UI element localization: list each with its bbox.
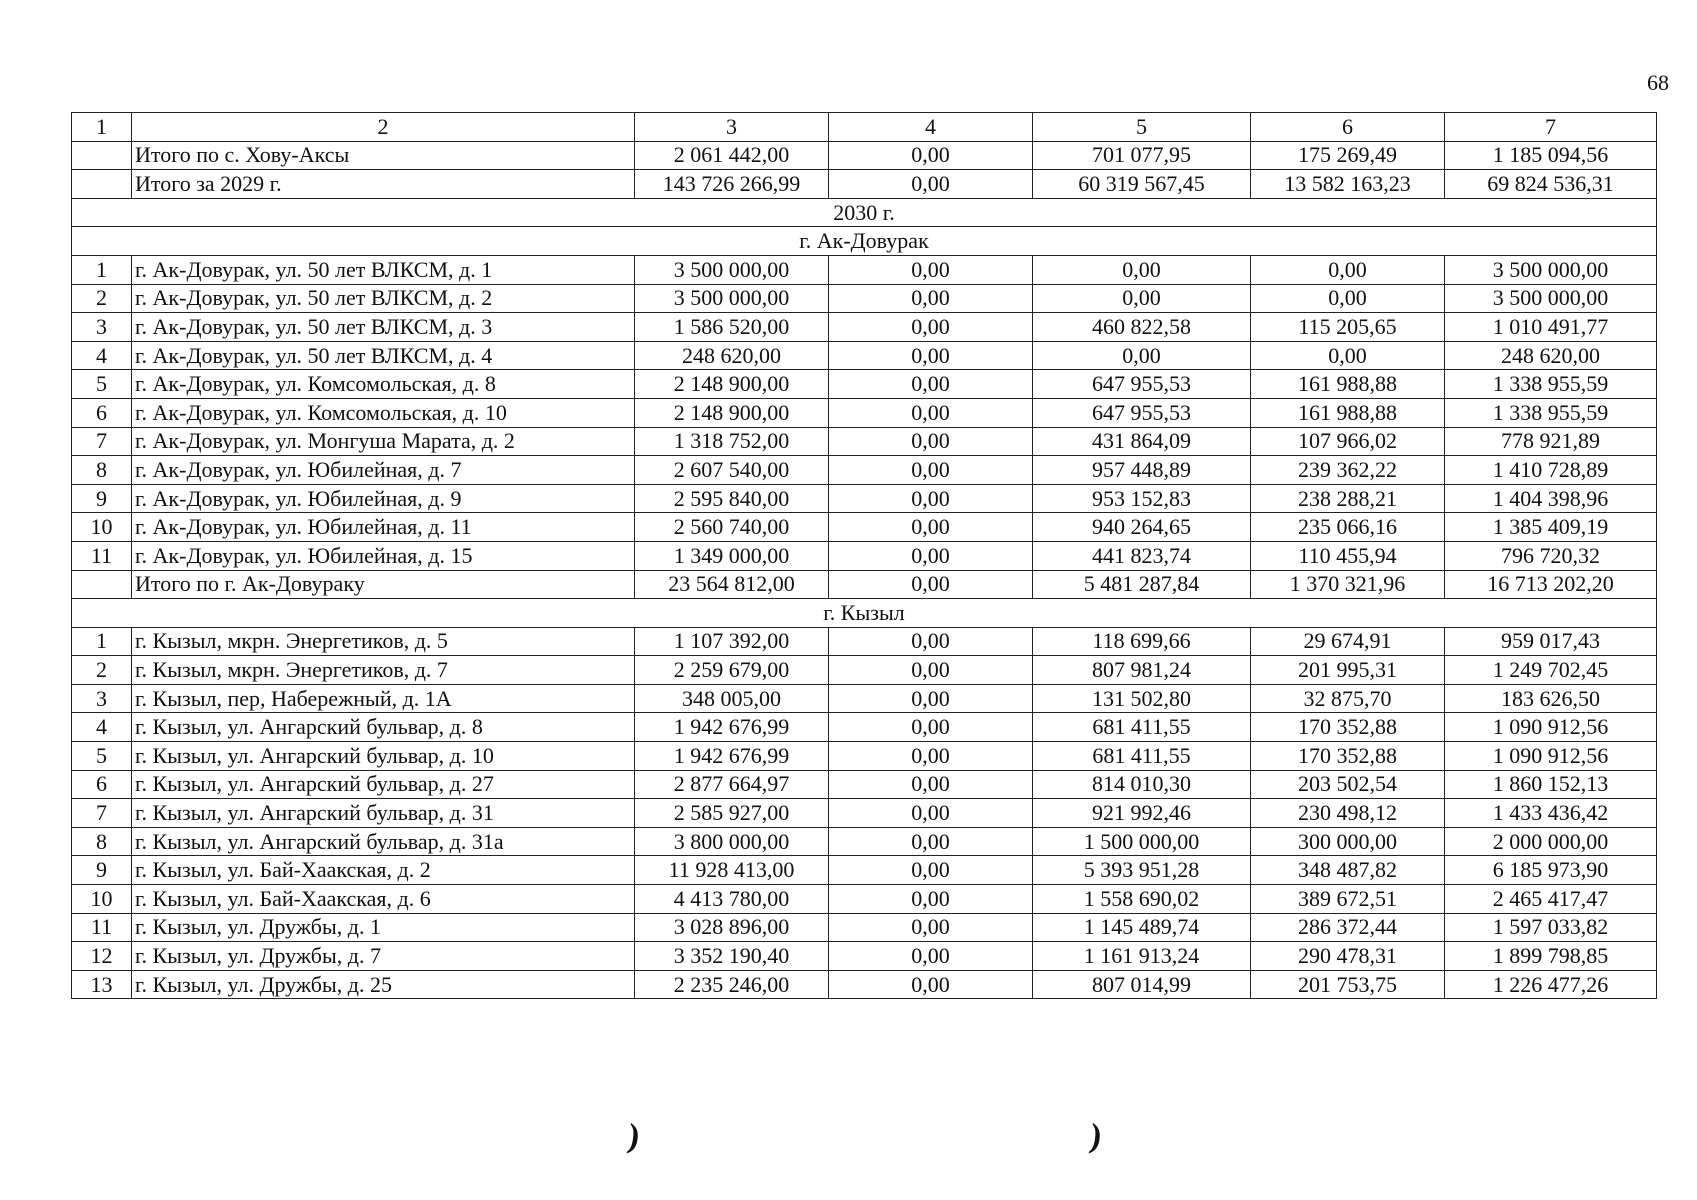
- row-number-cell: 12: [72, 942, 132, 971]
- col7-value-cell: 3 500 000,00: [1445, 255, 1657, 284]
- col7-value-cell: 3 500 000,00: [1445, 284, 1657, 313]
- total-cost-cell: 1 107 392,00: [635, 627, 829, 656]
- total-cost-cell: 348 005,00: [635, 684, 829, 713]
- row-number-cell: 2: [72, 284, 132, 313]
- address-cell: г. Ак-Довурак, ул. Юбилейная, д. 15: [132, 541, 635, 570]
- total-cost-cell: 2 061 442,00: [635, 141, 829, 170]
- col5-value-cell: 957 448,89: [1033, 456, 1251, 485]
- table-row: [72, 484, 1657, 513]
- col7-value-cell: 248 620,00: [1445, 341, 1657, 370]
- col6-value-cell: 203 502,54: [1251, 770, 1445, 799]
- col7-value-cell: 1 249 702,45: [1445, 656, 1657, 685]
- column-header: 6: [1251, 113, 1445, 142]
- col4-value-cell: 0,00: [829, 885, 1033, 914]
- col7-value-cell: 183 626,50: [1445, 684, 1657, 713]
- column-header: 2: [132, 113, 635, 142]
- row-number-cell: 1: [72, 255, 132, 284]
- col7-value-cell: 1 090 912,56: [1445, 713, 1657, 742]
- col7-value-cell: 959 017,43: [1445, 627, 1657, 656]
- row-number-cell: 7: [72, 427, 132, 456]
- row-number-cell: 13: [72, 970, 132, 999]
- total-cost-cell: 4 413 780,00: [635, 885, 829, 914]
- total-cost-cell: 2 148 900,00: [635, 398, 829, 427]
- col4-value-cell: 0,00: [829, 255, 1033, 284]
- row-number-cell: [72, 170, 132, 199]
- total-cost-cell: 2 235 246,00: [635, 970, 829, 999]
- address-cell: г. Кызыл, пер, Набережный, д. 1А: [132, 684, 635, 713]
- table-row: [72, 313, 1657, 342]
- col6-value-cell: 300 000,00: [1251, 827, 1445, 856]
- table-body: [72, 141, 1657, 999]
- row-number-cell: 6: [72, 398, 132, 427]
- section-title: г. Кызыл: [72, 599, 1657, 628]
- col6-value-cell: 389 672,51: [1251, 885, 1445, 914]
- total-cost-cell: 1 942 676,99: [635, 742, 829, 771]
- address-cell: г. Кызыл, ул. Дружбы, д. 1: [132, 913, 635, 942]
- table-row: [72, 513, 1657, 542]
- col5-value-cell: 701 077,95: [1033, 141, 1251, 170]
- col4-value-cell: 0,00: [829, 942, 1033, 971]
- total-cost-cell: 143 726 266,99: [635, 170, 829, 199]
- col4-value-cell: 0,00: [829, 799, 1033, 828]
- col6-value-cell: 235 066,16: [1251, 513, 1445, 542]
- row-number-cell: 5: [72, 742, 132, 771]
- col6-value-cell: 161 988,88: [1251, 398, 1445, 427]
- col5-value-cell: 5 481 287,84: [1033, 570, 1251, 599]
- col5-value-cell: 814 010,30: [1033, 770, 1251, 799]
- total-cost-cell: 3 352 190,40: [635, 942, 829, 971]
- table-row: [72, 541, 1657, 570]
- total-cost-cell: 2 595 840,00: [635, 484, 829, 513]
- col4-value-cell: 0,00: [829, 284, 1033, 313]
- address-cell: г. Ак-Довурак, ул. 50 лет ВЛКСМ, д. 4: [132, 341, 635, 370]
- row-number-cell: 2: [72, 656, 132, 685]
- section-row: [72, 227, 1657, 256]
- row-number-cell: 8: [72, 827, 132, 856]
- column-number-row: [72, 113, 1657, 142]
- table-row: [72, 170, 1657, 199]
- col5-value-cell: 5 393 951,28: [1033, 856, 1251, 885]
- address-cell: г. Ак-Довурак, ул. Монгуша Марата, д. 2: [132, 427, 635, 456]
- col7-value-cell: 16 713 202,20: [1445, 570, 1657, 599]
- row-number-cell: 11: [72, 541, 132, 570]
- table-row: [72, 742, 1657, 771]
- col5-value-cell: 940 264,65: [1033, 513, 1251, 542]
- column-header: 1: [72, 113, 132, 142]
- col5-value-cell: 681 411,55: [1033, 742, 1251, 771]
- col6-value-cell: 239 362,22: [1251, 456, 1445, 485]
- address-cell: г. Кызыл, ул. Ангарский бульвар, д. 10: [132, 742, 635, 771]
- column-header: 5: [1033, 113, 1251, 142]
- table-row: [72, 713, 1657, 742]
- table-row: [72, 770, 1657, 799]
- row-number-cell: [72, 570, 132, 599]
- total-cost-cell: 2 560 740,00: [635, 513, 829, 542]
- table-row: [72, 570, 1657, 599]
- address-cell: г. Кызыл, ул. Бай-Хаакская, д. 2: [132, 856, 635, 885]
- col6-value-cell: 170 352,88: [1251, 742, 1445, 771]
- table-row: [72, 913, 1657, 942]
- address-cell: Итого за 2029 г.: [132, 170, 635, 199]
- section-row: [72, 198, 1657, 227]
- row-number-cell: 10: [72, 513, 132, 542]
- row-number-cell: 1: [72, 627, 132, 656]
- row-number-cell: [72, 141, 132, 170]
- col7-value-cell: 1 338 955,59: [1445, 398, 1657, 427]
- total-cost-cell: 3 028 896,00: [635, 913, 829, 942]
- col7-value-cell: 6 185 973,90: [1445, 856, 1657, 885]
- col6-value-cell: 110 455,94: [1251, 541, 1445, 570]
- col5-value-cell: 131 502,80: [1033, 684, 1251, 713]
- col7-value-cell: 1 404 398,96: [1445, 484, 1657, 513]
- total-cost-cell: 1 586 520,00: [635, 313, 829, 342]
- total-cost-cell: 2 585 927,00: [635, 799, 829, 828]
- col6-value-cell: 32 875,70: [1251, 684, 1445, 713]
- address-cell: г. Кызыл, ул. Дружбы, д. 7: [132, 942, 635, 971]
- row-number-cell: 8: [72, 456, 132, 485]
- col4-value-cell: 0,00: [829, 913, 1033, 942]
- col7-value-cell: 1 185 094,56: [1445, 141, 1657, 170]
- column-header: 7: [1445, 113, 1657, 142]
- handwritten-mark: ): [625, 1117, 642, 1156]
- col5-value-cell: 0,00: [1033, 341, 1251, 370]
- col5-value-cell: 647 955,53: [1033, 398, 1251, 427]
- col6-value-cell: 238 288,21: [1251, 484, 1445, 513]
- col6-value-cell: 290 478,31: [1251, 942, 1445, 971]
- col6-value-cell: 29 674,91: [1251, 627, 1445, 656]
- row-number-cell: 3: [72, 313, 132, 342]
- col5-value-cell: 921 992,46: [1033, 799, 1251, 828]
- total-cost-cell: 2 148 900,00: [635, 370, 829, 399]
- table-row: [72, 284, 1657, 313]
- address-cell: г. Ак-Довурак, ул. 50 лет ВЛКСМ, д. 1: [132, 255, 635, 284]
- col5-value-cell: 1 161 913,24: [1033, 942, 1251, 971]
- total-cost-cell: 248 620,00: [635, 341, 829, 370]
- address-cell: г. Кызыл, ул. Ангарский бульвар, д. 8: [132, 713, 635, 742]
- table-row: [72, 942, 1657, 971]
- section-title: г. Ак-Довурак: [72, 227, 1657, 256]
- col4-value-cell: 0,00: [829, 713, 1033, 742]
- col4-value-cell: 0,00: [829, 398, 1033, 427]
- table-row: [72, 856, 1657, 885]
- col5-value-cell: 0,00: [1033, 255, 1251, 284]
- col6-value-cell: 107 966,02: [1251, 427, 1445, 456]
- col4-value-cell: 0,00: [829, 484, 1033, 513]
- table-row: [72, 799, 1657, 828]
- table-row: [72, 427, 1657, 456]
- col6-value-cell: 286 372,44: [1251, 913, 1445, 942]
- total-cost-cell: 2 607 540,00: [635, 456, 829, 485]
- col7-value-cell: 1 597 033,82: [1445, 913, 1657, 942]
- table-row: [72, 398, 1657, 427]
- total-cost-cell: 1 349 000,00: [635, 541, 829, 570]
- col5-value-cell: 0,00: [1033, 284, 1251, 313]
- col6-value-cell: 161 988,88: [1251, 370, 1445, 399]
- column-header: 4: [829, 113, 1033, 142]
- col5-value-cell: 1 500 000,00: [1033, 827, 1251, 856]
- col5-value-cell: 681 411,55: [1033, 713, 1251, 742]
- total-cost-cell: 2 877 664,97: [635, 770, 829, 799]
- address-cell: г. Кызыл, ул. Ангарский бульвар, д. 31: [132, 799, 635, 828]
- col7-value-cell: 1 860 152,13: [1445, 770, 1657, 799]
- row-number-cell: 5: [72, 370, 132, 399]
- row-number-cell: 3: [72, 684, 132, 713]
- col7-value-cell: 1 899 798,85: [1445, 942, 1657, 971]
- col6-value-cell: 230 498,12: [1251, 799, 1445, 828]
- col4-value-cell: 0,00: [829, 370, 1033, 399]
- row-number-cell: 10: [72, 885, 132, 914]
- col6-value-cell: 13 582 163,23: [1251, 170, 1445, 199]
- total-cost-cell: 3 500 000,00: [635, 284, 829, 313]
- col4-value-cell: 0,00: [829, 627, 1033, 656]
- col7-value-cell: 796 720,32: [1445, 541, 1657, 570]
- col5-value-cell: 953 152,83: [1033, 484, 1251, 513]
- table-row: [72, 684, 1657, 713]
- section-title: 2030 г.: [72, 198, 1657, 227]
- total-cost-cell: 1 942 676,99: [635, 713, 829, 742]
- table-row: [72, 627, 1657, 656]
- column-header: 3: [635, 113, 829, 142]
- address-cell: г. Ак-Довурак, ул. 50 лет ВЛКСМ, д. 2: [132, 284, 635, 313]
- total-cost-cell: 2 259 679,00: [635, 656, 829, 685]
- address-cell: г. Ак-Довурак, ул. 50 лет ВЛКСМ, д. 3: [132, 313, 635, 342]
- col5-value-cell: 1 558 690,02: [1033, 885, 1251, 914]
- row-number-cell: 7: [72, 799, 132, 828]
- col4-value-cell: 0,00: [829, 742, 1033, 771]
- total-cost-cell: 3 800 000,00: [635, 827, 829, 856]
- col4-value-cell: 0,00: [829, 141, 1033, 170]
- col6-value-cell: 1 370 321,96: [1251, 570, 1445, 599]
- col5-value-cell: 647 955,53: [1033, 370, 1251, 399]
- col4-value-cell: 0,00: [829, 513, 1033, 542]
- table-row: [72, 255, 1657, 284]
- col6-value-cell: 170 352,88: [1251, 713, 1445, 742]
- col4-value-cell: 0,00: [829, 313, 1033, 342]
- col5-value-cell: 441 823,74: [1033, 541, 1251, 570]
- col6-value-cell: 0,00: [1251, 255, 1445, 284]
- address-cell: г. Кызыл, ул. Ангарский бульвар, д. 31а: [132, 827, 635, 856]
- address-cell: Итого по г. Ак-Довураку: [132, 570, 635, 599]
- address-cell: г. Кызыл, ул. Ангарский бульвар, д. 27: [132, 770, 635, 799]
- col4-value-cell: 0,00: [829, 341, 1033, 370]
- col7-value-cell: 1 226 477,26: [1445, 970, 1657, 999]
- col5-value-cell: 460 822,58: [1033, 313, 1251, 342]
- table-row: [72, 456, 1657, 485]
- table-row: [72, 827, 1657, 856]
- table-row: [72, 341, 1657, 370]
- col7-value-cell: 69 824 536,31: [1445, 170, 1657, 199]
- col4-value-cell: 0,00: [829, 456, 1033, 485]
- col6-value-cell: 175 269,49: [1251, 141, 1445, 170]
- address-cell: г. Ак-Довурак, ул. Юбилейная, д. 9: [132, 484, 635, 513]
- col5-value-cell: 60 319 567,45: [1033, 170, 1251, 199]
- col7-value-cell: 778 921,89: [1445, 427, 1657, 456]
- row-number-cell: 9: [72, 484, 132, 513]
- row-number-cell: 4: [72, 341, 132, 370]
- table-row: [72, 370, 1657, 399]
- total-cost-cell: 23 564 812,00: [635, 570, 829, 599]
- address-cell: г. Кызыл, мкрн. Энергетиков, д. 5: [132, 627, 635, 656]
- col6-value-cell: 0,00: [1251, 284, 1445, 313]
- page-number: 68: [1647, 70, 1669, 95]
- col4-value-cell: 0,00: [829, 170, 1033, 199]
- col4-value-cell: 0,00: [829, 684, 1033, 713]
- col7-value-cell: 1 433 436,42: [1445, 799, 1657, 828]
- col6-value-cell: 348 487,82: [1251, 856, 1445, 885]
- row-number-cell: 11: [72, 913, 132, 942]
- col5-value-cell: 118 699,66: [1033, 627, 1251, 656]
- col5-value-cell: 1 145 489,74: [1033, 913, 1251, 942]
- data-table: [71, 112, 1657, 999]
- col7-value-cell: 1 010 491,77: [1445, 313, 1657, 342]
- table-row: [72, 885, 1657, 914]
- address-cell: г. Ак-Довурак, ул. Комсомольская, д. 8: [132, 370, 635, 399]
- col7-value-cell: 2 465 417,47: [1445, 885, 1657, 914]
- address-cell: г. Ак-Довурак, ул. Юбилейная, д. 7: [132, 456, 635, 485]
- handwritten-mark: ): [1087, 1117, 1104, 1156]
- row-number-cell: 4: [72, 713, 132, 742]
- section-row: [72, 599, 1657, 628]
- col4-value-cell: 0,00: [829, 427, 1033, 456]
- col5-value-cell: 807 981,24: [1033, 656, 1251, 685]
- col6-value-cell: 201 753,75: [1251, 970, 1445, 999]
- col4-value-cell: 0,00: [829, 570, 1033, 599]
- table-row: [72, 141, 1657, 170]
- col4-value-cell: 0,00: [829, 827, 1033, 856]
- col4-value-cell: 0,00: [829, 770, 1033, 799]
- col7-value-cell: 2 000 000,00: [1445, 827, 1657, 856]
- col4-value-cell: 0,00: [829, 656, 1033, 685]
- col7-value-cell: 1 385 409,19: [1445, 513, 1657, 542]
- address-cell: г. Кызыл, мкрн. Энергетиков, д. 7: [132, 656, 635, 685]
- col4-value-cell: 0,00: [829, 970, 1033, 999]
- row-number-cell: 9: [72, 856, 132, 885]
- address-cell: г. Ак-Довурак, ул. Комсомольская, д. 10: [132, 398, 635, 427]
- col5-value-cell: 807 014,99: [1033, 970, 1251, 999]
- table-row: [72, 656, 1657, 685]
- col6-value-cell: 115 205,65: [1251, 313, 1445, 342]
- table-row: [72, 970, 1657, 999]
- col6-value-cell: 201 995,31: [1251, 656, 1445, 685]
- address-cell: г. Кызыл, ул. Бай-Хаакская, д. 6: [132, 885, 635, 914]
- total-cost-cell: 11 928 413,00: [635, 856, 829, 885]
- col7-value-cell: 1 338 955,59: [1445, 370, 1657, 399]
- col5-value-cell: 431 864,09: [1033, 427, 1251, 456]
- address-cell: г. Ак-Довурак, ул. Юбилейная, д. 11: [132, 513, 635, 542]
- total-cost-cell: 3 500 000,00: [635, 255, 829, 284]
- col7-value-cell: 1 090 912,56: [1445, 742, 1657, 771]
- total-cost-cell: 1 318 752,00: [635, 427, 829, 456]
- address-cell: г. Кызыл, ул. Дружбы, д. 25: [132, 970, 635, 999]
- address-cell: Итого по с. Хову-Аксы: [132, 141, 635, 170]
- row-number-cell: 6: [72, 770, 132, 799]
- col7-value-cell: 1 410 728,89: [1445, 456, 1657, 485]
- col4-value-cell: 0,00: [829, 541, 1033, 570]
- col4-value-cell: 0,00: [829, 856, 1033, 885]
- col6-value-cell: 0,00: [1251, 341, 1445, 370]
